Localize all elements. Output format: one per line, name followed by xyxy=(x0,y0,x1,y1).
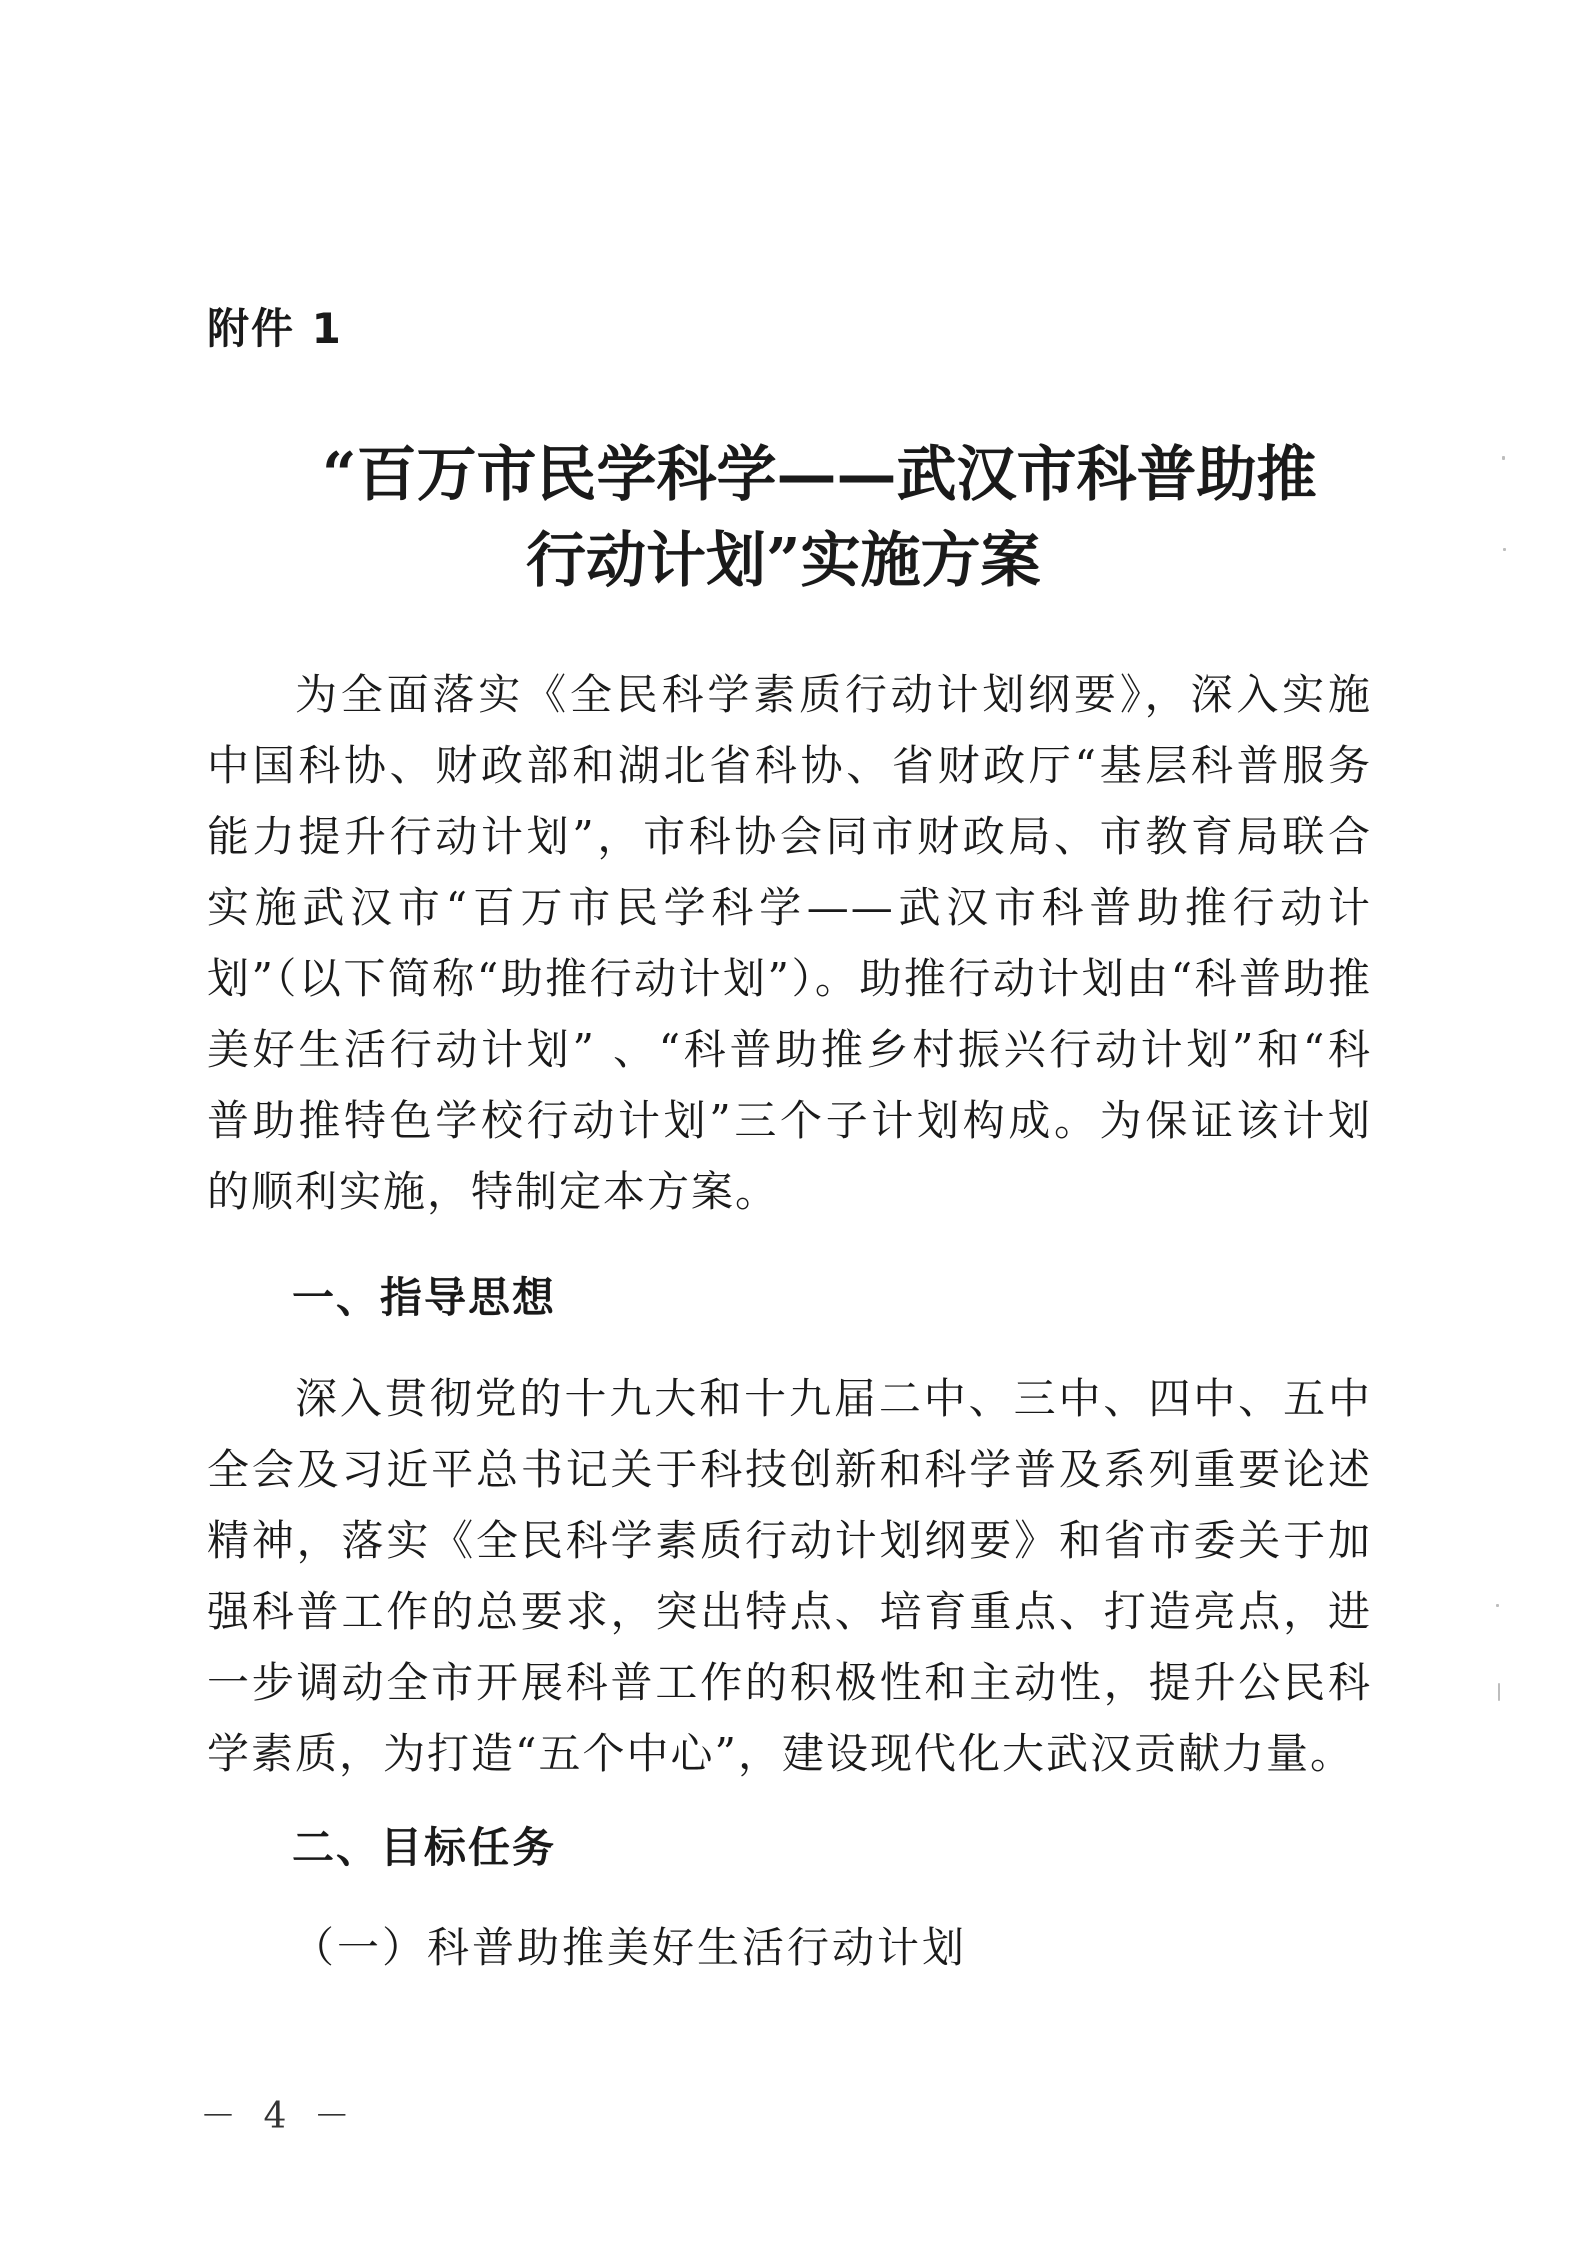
page-number: － 4 － xyxy=(200,2096,358,2137)
scan-speck xyxy=(1503,548,1506,551)
attachment-label: 附件 1 xyxy=(207,304,343,353)
document-title xyxy=(0,432,1586,604)
guiding-ideology-paragraph: 深入贯彻党的十九大和十九届二中、三中、四中、五中全会及习近平总书记关于科技创新和科学普及系列重要论述精神，落实《全民科学素质行动计划纲要》和省市委关于加强科普工作的总要求，突出特点、培育重点、打造亮点，进一步调动全市开展科普工作的积极性和主动性，提升公民科学素质，为打造“五个中心”，建设现代化大武汉贡献力量。 xyxy=(207,1374,1372,1778)
scan-speck xyxy=(1496,1604,1499,1607)
section-heading-guiding-ideology: 一、指导思想 xyxy=(292,1273,557,1322)
intro-paragraph: 为全面落实《全民科学素质行动计划纲要》，深入实施中国科协、财政部和湖北省科协、省财政厅“基层科普服务能力提升行动计划”，市科协会同市财政局、市教育局联合实施武汉市“百万市民学科学——武汉市科普助推行动计划”（以下简称“助推行动计划”）。助推行动计划由“科普助推美好生活行动计划” 、“科普助推乡村振兴行动计划”和“科普助推特色学校行动计划”三个子计划构成。为保证该计划的顺利实施，特制定本方案。 xyxy=(207,670,1372,1216)
section-heading-goals-tasks: 二、目标任务 xyxy=(292,1823,557,1872)
subsection-heading-better-life: （一）科普助推美好生活行动计划 xyxy=(292,1923,968,1972)
title-line-2: 行动计划”实施方案 xyxy=(526,526,1041,596)
scan-speck xyxy=(1498,1683,1500,1701)
scan-speck xyxy=(1502,456,1505,460)
title-line-1: “百万市民学科学——武汉市科普助推 xyxy=(322,440,1317,510)
